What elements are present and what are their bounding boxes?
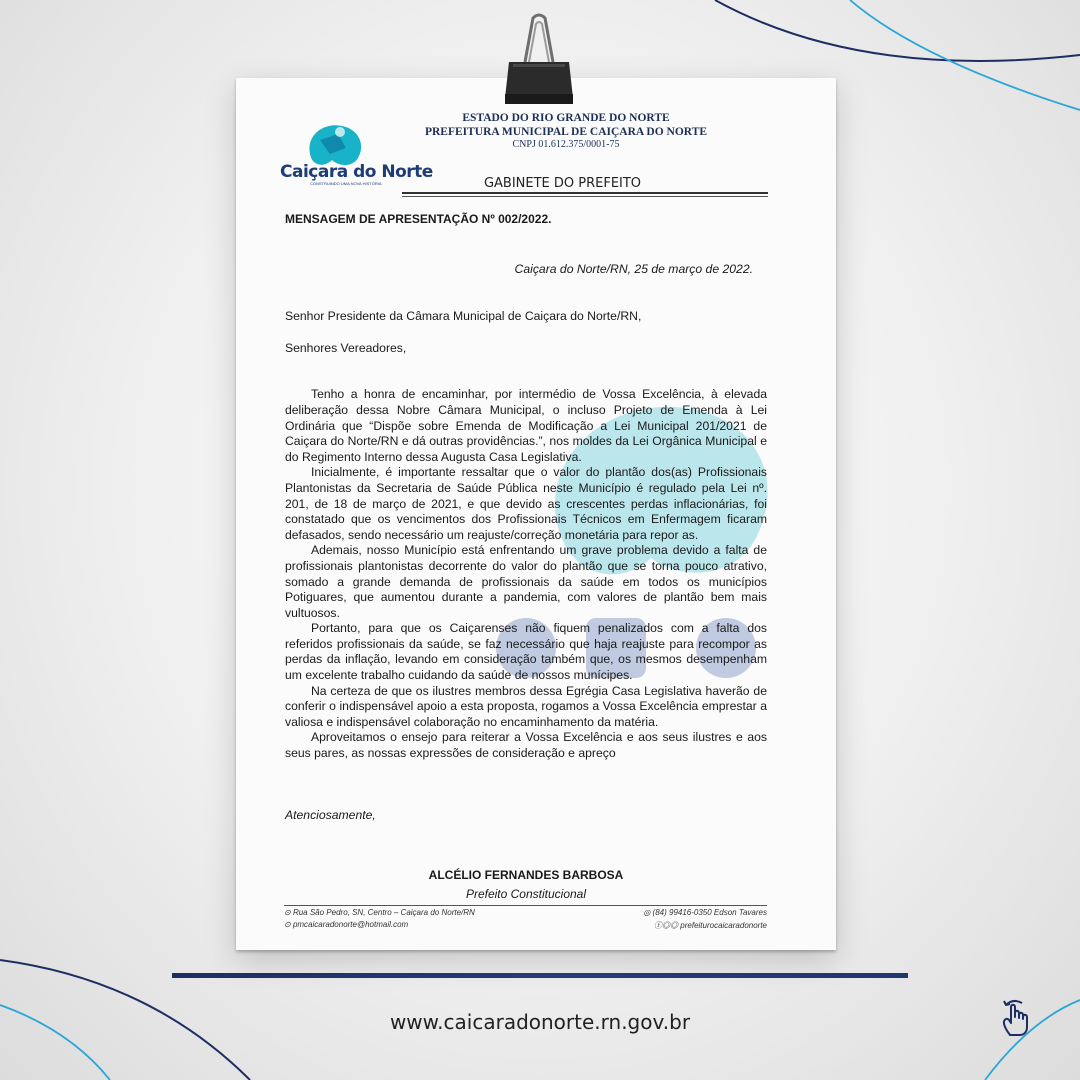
bottom-accent-line [172,973,908,978]
paragraph: Inicialmente, é importante ressaltar que o valor do plantão dos(as) Profissionais Plantonistas da Secretaria de Saúde Pública neste Município é regulado pela Lei nº. 201, de 18 de março de 2021, e que devido as crescentes perdas inflacionárias, foi constatado que os vencimentos dos Profissionais Técnicos em Enfermagem ficaram defasados, sendo necessário um reajuste/correção monetária para repor as. [285,465,767,542]
state-heading [396,111,736,139]
letter-content [285,208,767,902]
cnpj: CNPJ 01.612.375/0001-75 [512,139,620,150]
paragraph: Tenho a honra de encaminhar, por intermédio de Vossa Excelência, à elevada deliberação dessa Nobre Câmara Municipal, o incluso Projeto de Emenda à Lei Ordinária que “Dispõe sobre Emenda de Modificação a Lei Municipal 201/2021 de Caiçara do Norte/RN e dá outras providências.”, nos moldes da Lei Orgânica Municipal e do Regimento Interno dessa Augusta Casa Legislativa. [285,387,767,464]
paragraph: Portanto, para que os Caiçarenses não fiquem penalizados com a falta dos referidos profissionais da saúde, se faz necessário que haja reajuste para recompor as perdas da inflação, levando em consideração também que, os mesmos desempenham um excelente trabalho cuidando da saúde de nossos munícipes. [285,621,767,683]
logo-tagline: CONSTRUINDO UMA NOVA HISTÓRIA [310,181,382,186]
header-rule [402,192,768,194]
letter-body [285,387,767,761]
social-icons: ⓕ◎◎ [654,921,679,930]
footer-rule [284,905,767,906]
paragraph: Ademais, nosso Município está enfrentando um grave problema devido a falta de profissionais plantonistas decorrente do valor do plantão que se torna pouco atrativo, somado a grande demanda de profissionais da saúde em todos os municípios Potiguares, que aumentou durante a pandemia, com valores de plantão bem mais vultuosos. [285,543,767,620]
signer-name: ALCÉLIO FERNANDES BARBOSA [428,868,624,883]
document-sheet [236,78,836,950]
closing: Atenciosamente, [285,807,376,822]
footer-social: ⓕ◎◎ prefeiturocaicaradonorte [654,921,767,930]
swipe-hand-icon[interactable] [998,997,1036,1037]
logo-wordmark: Caiçara do Norte [280,162,433,182]
prefeitura-name: PREFEITURA MUNICIPAL DE CAIÇARA DO NORTE [424,126,708,138]
signer-title: Prefeito Constitucional [465,886,587,901]
recipient-line: Senhor Presidente da Câmara Municipal de Caiçara do Norte/RN, [285,309,642,324]
mail-icon: ⊙ [284,920,291,929]
website-url[interactable]: www.caicaradonorte.rn.gov.br [389,1010,691,1034]
location-icon: ⊙ [284,908,291,917]
footer-email: ⊙ pmcaicaradonorte@hotmail.com [284,920,409,929]
binder-clip-icon [503,12,575,108]
paragraph: Na certeza de que os ilustres membros dessa Egrégia Casa Legislativa haverão de conferir o indispensável apoio a esta proposta, rogamos a Vossa Excelência emprestar a valiosa e indispensável colaboração no encaminhamento da matéria. [285,683,767,729]
header-rule-thin [402,196,768,197]
salutation: Senhores Vereadores, [285,340,407,355]
phone-icon: ◎ [643,908,651,917]
state-name: ESTADO DO RIO GRANDE DO NORTE [462,112,670,124]
footer-address: ⊙ Rua São Pedro, SN, Centro – Caiçara do Norte/RN [284,908,475,917]
gabinete-heading: GABINETE DO PREFEITO [483,176,642,191]
footer-phone: ◎ (84) 99416-0350 Edson Tavares [643,908,767,917]
paragraph: Aproveitamos o ensejo para reiterar a Vossa Excelência e aos seus ilustres e aos seus pares, as nossas expressões de consideração e apreço [285,730,767,761]
letter-date: Caiçara do Norte/RN, 25 de março de 2022. [514,261,753,276]
letter-subject: MENSAGEM DE APRESENTAÇÃO Nº 002/2022. [285,212,552,226]
